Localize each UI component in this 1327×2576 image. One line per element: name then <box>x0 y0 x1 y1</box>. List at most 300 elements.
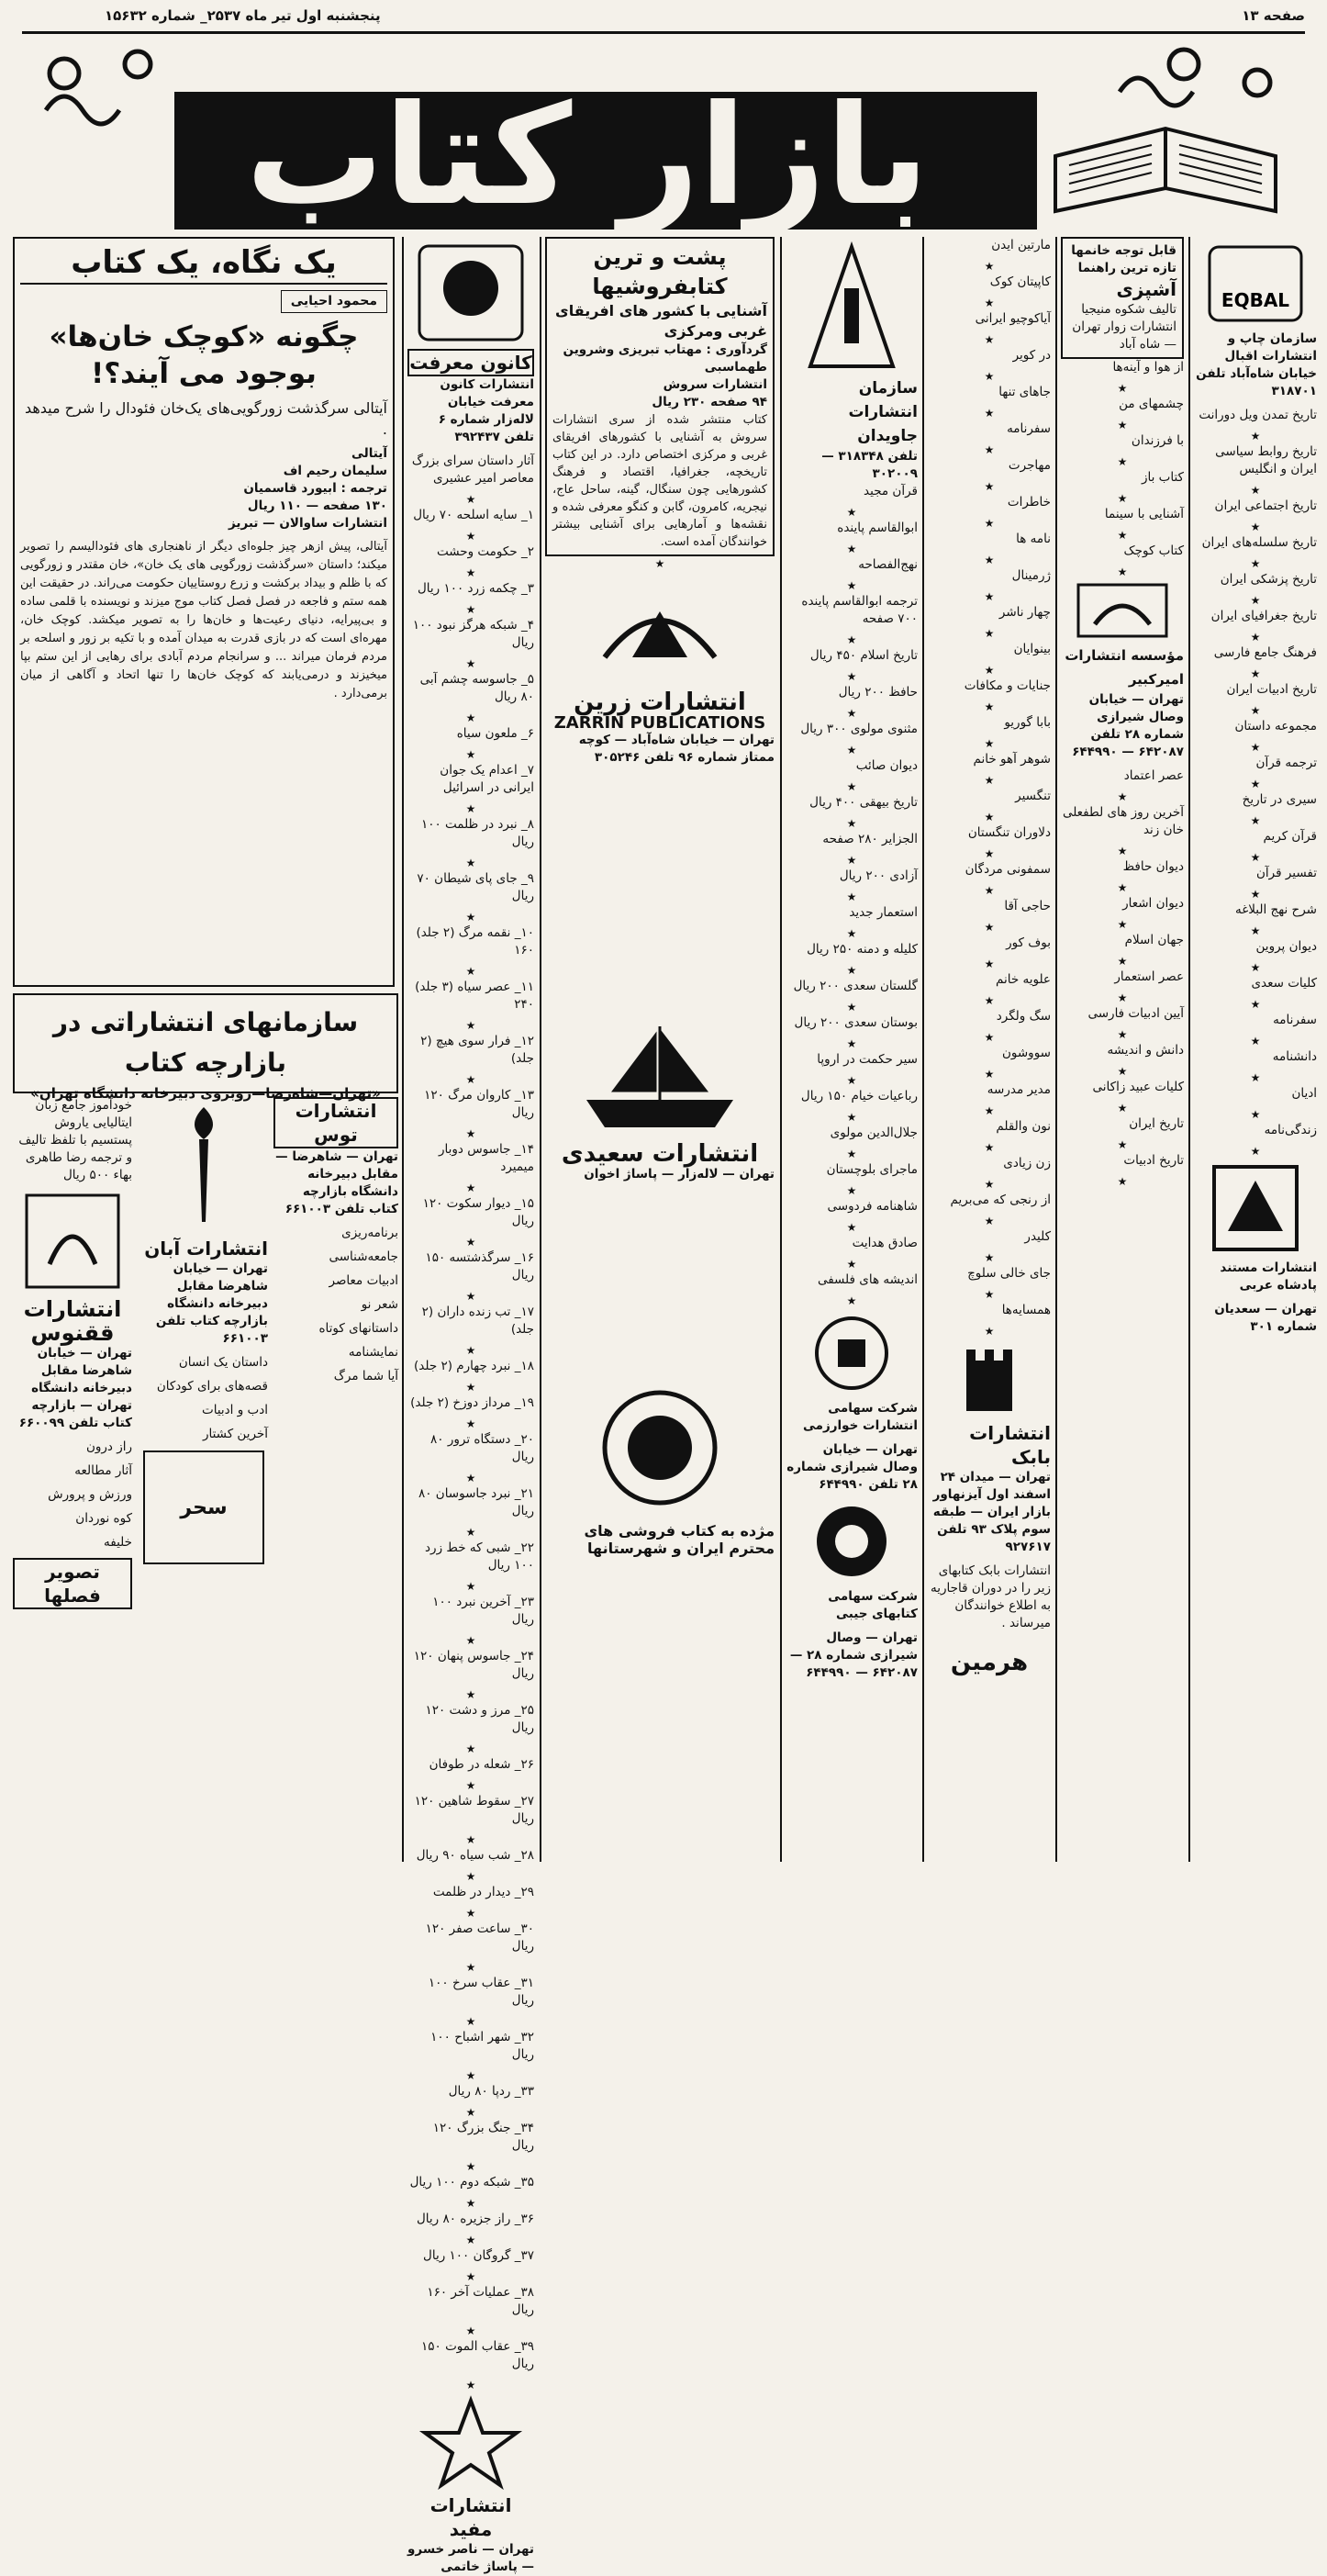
list-item: حافظ ۲۰۰ ریال <box>838 685 918 700</box>
list-item: تاریخ اسلام ۴۵۰ ریال <box>809 648 918 663</box>
list-item: تاریخ ایران <box>1129 1116 1184 1131</box>
feature-body: آیتالی، پیش ازهر چیز جلوه‌ای دیگر از ناهنجاری های فئودالیسم را تصویر میکند؛ داستان «سرگذشت زورگویی های یک خان»، خان مقتدر و زورگویی که با ظلم و بیداد برکشت و زرع روستاییان حکومت می‌راند. در حقیقت این همه ستم و فاجعه در فصل فصل کتاب موج میزند و نویسنده با قلمی ساده و بی‌پیرایه، دنیای رعیت‌ها و خان‌ها را به تصویر میکشد. کوچک خان، مهره‌ای است که در بازی قدرت به میدان آمده و با تکیه بر زور و اسلحه بر مردم فرمان میراند ... و سرانجام مردم آبادی برای رهایی از این ستم بپا میخیزند و درمی‌یابند که کوچک خان‌ها را تنها اتحاد و آگاهی از میان برمی‌دارد . <box>20 540 387 700</box>
star-separator-icon: ★ <box>465 1236 476 1249</box>
list-item: آیین ادبیات فارسی <box>1087 1006 1184 1021</box>
star-separator-icon: ★ <box>984 737 995 750</box>
list-item: نون والقلم <box>996 1119 1051 1134</box>
list-item: تنگسیر <box>1015 789 1051 803</box>
list-item: شعر نو <box>361 1297 398 1312</box>
list-item: عصر اعتماد <box>1123 768 1184 783</box>
list-item: بینوایان <box>1013 642 1051 656</box>
star-separator-icon: ★ <box>984 443 995 456</box>
list-item: داستان یک انسان <box>178 1355 268 1370</box>
column-rule <box>780 237 782 1862</box>
star-separator-icon: ★ <box>846 890 857 903</box>
book-title: آیتالی <box>351 446 387 461</box>
list-item: ادب و ادبیات <box>202 1403 268 1417</box>
star-separator-icon: ★ <box>465 1381 476 1394</box>
list-item: ۱۷_ تب زنده داران (۲ جلد) <box>421 1305 534 1337</box>
bazaar-banner-title: سازمانهای انتشاراتی در بازارچه کتاب <box>52 1007 359 1078</box>
list-item: ۱۸_ نبرد چهارم (۲ جلد) <box>414 1359 534 1373</box>
star-separator-icon: ★ <box>1250 741 1261 754</box>
jibi-address: تهران — وصال شیرازی شماره ۲۸ — ۶۴۲۰۸۷ — ۶۴۴۹۹۰ <box>789 1630 918 1680</box>
star-separator-icon: ★ <box>465 802 476 815</box>
star-separator-icon: ★ <box>846 964 857 977</box>
list-item: آیا شما مرگ <box>333 1369 398 1383</box>
list-item: کلیات عبید زاکانی <box>1092 1080 1184 1094</box>
star-separator-icon: ★ <box>984 407 995 420</box>
list-item: ۲۹_ دیدار در ظلمت <box>432 1885 534 1899</box>
star-separator-icon: ★ <box>465 1833 476 1846</box>
list-item: فرهنگ جامع فارسی <box>1213 645 1317 660</box>
star-separator-icon: ★ <box>984 1178 995 1191</box>
list-item: شرح نهج البلاغه <box>1234 902 1317 917</box>
amirkabir-book-list <box>1061 767 1184 1187</box>
cookbook-ad <box>1061 237 1184 359</box>
star-separator-icon: ★ <box>984 921 995 934</box>
star-separator-icon: ★ <box>1117 1065 1128 1078</box>
list-item: حاجی آقا <box>1004 899 1051 913</box>
list-item: ۴_ شبکه هرگز نبود ۱۰۰ ریال <box>412 618 534 650</box>
list-item: در کویر <box>1012 348 1051 363</box>
star-separator-icon: ★ <box>984 664 995 677</box>
bazaar-banner <box>13 993 398 1102</box>
jibi-name: شرکت سهامی کتابهای جیبی <box>828 1589 918 1621</box>
list-item: کتاب باز <box>1141 470 1184 485</box>
list-item: ۳۹_ عقاب الموت ۱۵۰ ریال <box>421 2339 534 2371</box>
list-item: ۸_ نبرد در ظلمت ۱۰۰ ریال <box>420 817 534 849</box>
list-item: تاریخ پزشکی ایران <box>1220 572 1317 587</box>
list-item: همسایه‌ها <box>1001 1303 1051 1317</box>
star-separator-icon: ★ <box>465 2324 476 2337</box>
list-item: سیری در تاریخ <box>1242 792 1317 807</box>
babak-logo <box>957 1342 1021 1416</box>
list-item: ۱۴_ جاسوس دوبار میمیرد <box>439 1142 534 1174</box>
list-item: داستانهای کوتاه <box>318 1321 398 1336</box>
star-separator-icon: ★ <box>846 1001 857 1014</box>
list-item: ۲۶_ شعله در طوفان <box>429 1757 534 1772</box>
list-item: ژرمینال <box>1011 568 1051 583</box>
star-separator-icon: ★ <box>984 1068 995 1081</box>
star-separator-icon: ★ <box>1250 594 1261 607</box>
javidan-name: سازمان انتشارات جاویدان <box>848 379 918 445</box>
star-separator-icon: ★ <box>984 297 995 309</box>
tous-column <box>273 1097 398 1868</box>
star-separator-icon: ★ <box>465 965 476 978</box>
soroush-byline: گردآوری : مهتاب تبریزی وشروین طهماسبی <box>563 342 767 375</box>
star-separator-icon: ★ <box>984 1141 995 1154</box>
list-item: جاهای تنها <box>998 385 1051 399</box>
eqbal-logo <box>1205 242 1306 325</box>
book-price: ۱۳۰ صفحه — ۱۱۰ ریال <box>247 498 387 513</box>
zarrin-english: ZARRIN PUBLICATIONS <box>553 713 766 733</box>
star-separator-icon: ★ <box>846 817 857 830</box>
javidan-phone: تلفن ۳۱۸۳۴۸ — ۳۰۲۰۰۹ <box>821 449 918 481</box>
feature-section-title: یک نگاه، یک کتاب <box>20 242 387 285</box>
mastand-name: انتشارات مستند پادشاه عربی <box>1220 1260 1317 1293</box>
star-separator-icon: ★ <box>465 2160 476 2173</box>
list-item: ترجمه ابوالقاسم پاینده ۷۰۰ صفحه <box>801 594 918 626</box>
list-item: ۳۴_ جنگ بزرگ ۱۲۰ ریال <box>432 2121 534 2153</box>
zarrin-name: انتشارات زرین <box>574 689 746 716</box>
star-separator-icon: ★ <box>465 1182 476 1194</box>
star-separator-icon: ★ <box>1250 924 1261 937</box>
kanoon-book-list <box>407 453 534 2391</box>
list-item: ۳۳_ ردپا ۸۰ ریال <box>448 2084 534 2099</box>
star-separator-icon: ★ <box>984 1288 995 1301</box>
list-item: چشمهای من <box>1119 397 1184 411</box>
star-separator-icon: ★ <box>984 847 995 860</box>
star-separator-icon: ★ <box>465 657 476 670</box>
star-separator-icon: ★ <box>1250 1035 1261 1047</box>
list-item: ۲۸_ شب سیاه ۹۰ ریال <box>416 1848 534 1863</box>
bazaar-banner-sub: «تهران—شاه‌رضا—روبروی دبیرخانه دانشگاه تهران» <box>30 1085 381 1102</box>
list-item: برنامه‌ریزی <box>341 1226 398 1240</box>
list-item: ماجرای بلوچستان <box>826 1162 918 1177</box>
list-item: ۷_ اعدام یک جوان ایرانی در اسرائیل <box>440 763 534 795</box>
list-item: ۳۰_ ساعت صفر ۱۲۰ ریال <box>425 1921 534 1954</box>
star-separator-icon: ★ <box>846 1111 857 1124</box>
star-separator-icon: ★ <box>846 1148 857 1160</box>
star-separator-icon: ★ <box>1250 704 1261 717</box>
star-separator-icon: ★ <box>846 670 857 683</box>
list-item: علویه خانم <box>996 972 1051 987</box>
list-item: قرآن کریم <box>1263 829 1317 844</box>
eqbal-address: سازمان چاپ و انتشارات اقبال خیابان شاه‌آباد تلفن ۳۱۸۷۰۱ <box>1196 331 1317 398</box>
list-item: آخرین کشتار <box>202 1427 268 1441</box>
star-separator-icon: ★ <box>1250 1108 1261 1121</box>
star-separator-icon: ★ <box>846 506 857 519</box>
star-separator-icon: ★ <box>984 884 995 897</box>
list-item: ۳۱_ عقاب سرخ ۱۰۰ ریال <box>428 1976 534 2008</box>
list-item: بوستان سعدی ۲۰۰ ریال <box>794 1015 918 1030</box>
javidan-column <box>786 237 918 1862</box>
list-item: بوف کور <box>1006 935 1051 950</box>
list-item: دانش و اندیشه <box>1107 1043 1184 1058</box>
list-item: ۳۶_ راز جزیره ۸۰ ریال <box>416 2212 534 2226</box>
soroush-price: ۹۴ صفحه ۲۳۰ ریال <box>652 395 767 409</box>
tasvir-title: تصویر فصلها <box>13 1558 132 1609</box>
list-item: ورزش و پرورش <box>48 1487 132 1502</box>
feature-author: محمود احیایی <box>281 290 387 313</box>
star-separator-icon: ★ <box>1117 492 1128 505</box>
eqbal-book-list <box>1194 407 1317 1157</box>
star-separator-icon: ★ <box>1117 790 1128 803</box>
qoqnus-address: تهران — خیابان شاهرضا مقابل دبیرخانه دانشگاه تهران — بازارچه کتاب تلفن ۶۶۰۰۹۹ <box>18 1346 132 1430</box>
eqbal-logo-text: EQBAL <box>1221 289 1290 311</box>
star-separator-icon: ★ <box>1250 888 1261 901</box>
list-item: دانشنامه <box>1272 1049 1317 1064</box>
list-item: ۲۵_ مرز و دشت ۱۲۰ ریال <box>425 1703 534 1735</box>
kanoon-logo <box>416 242 526 343</box>
list-item: ۲۰_ دستگاه ترور ۸۰ ریال <box>430 1432 534 1464</box>
list-item: ۱۰_ نقمه مرگ (۲ جلد) ۱۶۰ <box>416 925 534 958</box>
list-item: از رنجی که می‌بریم <box>950 1193 1051 1207</box>
page-number: صفحه ۱۳ <box>1242 7 1305 24</box>
list-item: مهاجرت <box>1008 458 1051 473</box>
last-announcement: مژده به کتاب فروشی های محترم ایران و شهرستانها <box>584 1522 775 1557</box>
book-author: سلیمان رحیم اف <box>283 464 387 478</box>
star-separator-icon: ★ <box>1117 918 1128 931</box>
eqbal-column <box>1194 237 1317 1862</box>
star-separator-icon: ★ <box>465 1779 476 1792</box>
star-separator-icon: ★ <box>846 744 857 756</box>
zarrin-logo <box>568 575 752 685</box>
list-item: ۲_ حکومت وحشت <box>436 544 534 559</box>
star-separator-icon: ★ <box>984 1325 995 1338</box>
star-separator-icon: ★ <box>1117 991 1128 1004</box>
amirkabir-address: تهران — خیابان وصال شیرازی شماره ۲۸ تلفن ۶۴۲۰۸۷ — ۶۴۴۹۹۰ <box>1072 692 1184 759</box>
star-separator-icon: ★ <box>1250 557 1261 570</box>
star-separator-icon: ★ <box>465 2015 476 2028</box>
star-separator-icon: ★ <box>1117 566 1128 578</box>
list-item: ۱۳_ کاروان مرگ ۱۲۰ ریال <box>424 1088 534 1120</box>
star-separator-icon: ★ <box>465 2270 476 2283</box>
tous-name: انتشارات توس <box>273 1097 398 1148</box>
star-separator-icon: ★ <box>1250 667 1261 680</box>
star-separator-icon: ★ <box>846 1037 857 1050</box>
babak-address: تهران — میدان ۲۴ اسفند اول آیزنهاور بازار ایران — طبقه سوم پلاک ۹۳ تلفن ۹۲۷۶۱۷ <box>932 1470 1051 1554</box>
list-item: ۱۵_ دیوار سکوت ۱۲۰ ریال <box>422 1196 534 1228</box>
star-separator-icon: ★ <box>465 711 476 724</box>
list-item: ۳۸_ عملیات آخر ۱۶۰ ریال <box>427 2285 534 2317</box>
feature-headline: چگونه «کوچک خان‌ها» بوجود می آیند؟! <box>49 320 359 390</box>
masthead-title: بازار کتاب <box>245 76 930 236</box>
soroush-body: کتاب منتشر شده از سری انتشارات سروش به آشنایی با کشورهای افریقای غربی و مرکزی اختصاص دارد. در این کتاب تاریخچه، جغرافیا، اقتصاد و فرهنگ کشورهایی چون سنگال، گینه، ساحل عاج، نیجریه، کامرون، گابن و کنگو معرفی شده و نقشه‌ها و آمارهایی برای آشنایی بیشتر خوانندگان آمده است. <box>552 413 767 549</box>
list-item: مدیر مدرسه <box>987 1082 1051 1097</box>
star-separator-icon: ★ <box>465 1907 476 1920</box>
list-item: دیوان صائب <box>855 758 918 773</box>
star-separator-icon: ★ <box>1250 1071 1261 1084</box>
star-separator-icon: ★ <box>465 1580 476 1593</box>
mofid-name: انتشارات مفید <box>429 2494 512 2540</box>
star-separator-icon: ★ <box>1117 1138 1128 1151</box>
book-list <box>1061 359 1184 577</box>
list-item: ترجمه قرآن <box>1255 756 1317 770</box>
cookbook-line: تازه ترین راهنما <box>1077 261 1176 275</box>
star-separator-icon: ★ <box>465 493 476 506</box>
star-separator-icon: ★ <box>465 1019 476 1032</box>
star-separator-icon: ★ <box>1117 1102 1128 1114</box>
list-item: سگ ولگرد <box>996 1009 1051 1024</box>
list-item: خاطرات <box>1007 495 1051 510</box>
list-item: آیاکوچیو ایرانی <box>975 311 1051 326</box>
list-item: دیوان اشعار <box>1122 896 1184 911</box>
javidan-logo <box>806 242 898 371</box>
star-separator-icon: ★ <box>465 1526 476 1539</box>
list-item: جنایات و مکافات <box>964 678 1051 693</box>
list-item: ۲۱_ نبرد جاسوسان ۸۰ ریال <box>418 1486 534 1518</box>
star-separator-icon: ★ <box>465 1290 476 1303</box>
cookbook-title: آشپزی <box>1116 278 1176 300</box>
saidi-name: انتشارات سعیدی <box>561 1140 759 1168</box>
star-separator-icon: ★ <box>984 811 995 823</box>
saidi-emblem <box>591 1379 729 1517</box>
list-item: مثنوی مولوی ۳۰۰ ریال <box>800 722 918 736</box>
star-separator-icon: ★ <box>465 1961 476 1974</box>
star-separator-icon: ★ <box>465 2379 476 2391</box>
star-separator-icon: ★ <box>984 1104 995 1117</box>
qoqnus-logo <box>22 1191 123 1292</box>
star-separator-icon: ★ <box>984 554 995 566</box>
list-item: تاریخ اجتماعی ایران <box>1214 498 1317 513</box>
list-item: ۱۲_ فرار سوی هیچ (۲ جلد) <box>420 1034 534 1066</box>
star-separator-icon: ★ <box>1250 521 1261 533</box>
list-item: ۶_ ملعون سیاه <box>456 726 534 741</box>
star-separator-icon: ★ <box>984 1215 995 1227</box>
list-item: آخرین روز های لطفعلی خان زند <box>1062 805 1184 837</box>
tous-address: تهران — شاهرضا — مقابل دبیرخانه دانشگاه بازارچه کتاب تلفن ۶۶۱۰۰۳ <box>275 1149 398 1216</box>
khwarazmi-logo <box>810 1312 893 1394</box>
list-item: ادیان <box>1291 1086 1317 1101</box>
list-item: ۱_ سایه اسلحه ۷۰ ریال <box>413 508 534 522</box>
list-item: ۳۷_ گروگان ۱۰۰ ریال <box>423 2248 534 2263</box>
star-separator-icon: ★ <box>465 2197 476 2210</box>
star-separator-icon: ★ <box>1117 455 1128 468</box>
star-separator-icon: ★ <box>984 627 995 640</box>
list-item: نامه ها <box>1016 532 1051 546</box>
soroush-box <box>545 237 775 556</box>
star-separator-icon: ★ <box>465 1073 476 1086</box>
star-separator-icon: ★ <box>1250 814 1261 827</box>
list-item: استعمار جدید <box>849 905 918 920</box>
star-separator-icon: ★ <box>846 780 857 793</box>
star-separator-icon: ★ <box>465 1417 476 1430</box>
star-separator-icon: ★ <box>984 994 995 1007</box>
list-item: زن زیادی <box>1003 1156 1051 1170</box>
column-rule <box>1055 237 1057 1862</box>
amirkabir-name: مؤسسه انتشارات امیرکبیر <box>1065 647 1184 688</box>
column-rule <box>540 237 541 1862</box>
star-separator-icon: ★ <box>846 1258 857 1271</box>
list-item: ۱۶_ سرگذشتسه ۱۵۰ ریال <box>425 1250 534 1282</box>
list-item: جامعه‌شناسی <box>329 1249 398 1264</box>
star-separator-icon: ★ <box>846 1294 857 1307</box>
star-separator-icon: ★ <box>846 633 857 646</box>
list-item: راز درون <box>85 1439 132 1454</box>
list-item: جای خالی سلوچ <box>967 1266 1051 1281</box>
list-item: با فرزندان <box>1131 433 1184 448</box>
babak-name: انتشارات بابک <box>969 1422 1051 1468</box>
saidi-address: تهران — لاله‌زار — پاساژ اخوان <box>584 1167 775 1182</box>
star-separator-icon: ★ <box>846 543 857 555</box>
babak-column <box>928 237 1051 1862</box>
list-item: مارتین ایدن <box>991 238 1051 252</box>
star-separator-icon: ★ <box>846 927 857 940</box>
list-item: سووشون <box>1001 1046 1051 1060</box>
open-book-icon <box>1055 129 1276 211</box>
list-item: چهار ناشر <box>998 605 1051 620</box>
star-separator-icon: ★ <box>465 1688 476 1701</box>
star-separator-icon: ★ <box>1117 382 1128 395</box>
star-separator-icon: ★ <box>465 911 476 924</box>
list-item: ۳۲_ شهر اشباح ۱۰۰ ریال <box>430 2030 534 2062</box>
list-item: مجموعه داستان <box>1234 719 1317 734</box>
amirkabir-column <box>1061 237 1184 1862</box>
center-column: پشت و ترین کتابفروشیها آشنایی با کشور های افریقای غربی ومرکزی گردآوری : مهتاب تبریزی وشروین طهماسبی انتشارات سروش ۹۴ صفحه ۲۳۰ ریال کتاب منتشر شده از سری انتشارات سروش به آشنایی با کشورهای افریقای غربی و مرکزی اختصاص دارد. در این کتاب تاریخچه، جغرافیا، اقتصاد و فرهنگ کشورهایی چون سنگال، گینه، ساحل عاج، نیجریه، کامرون، گابن و کنگو معرفی شده و نقشه‌ها و آمارهایی برای آشنایی بیشتر خوانندگان آمده است. ★ انتشارات زرین ZARRIN PUBLICATIONS تهران — خیابان شاه‌آباد — کوچه ممتاز شماره ۹۶ تلفن ۳۰۵۲۴۶ انتشارات سعیدی تهران — لاله‌زار — پاساژ اخوان مژده به کتاب فروشی های محترم ایران و شهرستانها <box>545 237 775 1862</box>
star-separator-icon: ★ <box>984 333 995 346</box>
qoqnus-name: انتشارات ققنوس <box>23 1296 122 1346</box>
mastand-logo <box>1210 1162 1301 1254</box>
qoqnus-column <box>13 1097 132 1868</box>
list-item: تاریخ روابط سیاسی ایران و انگلیس <box>1215 444 1317 476</box>
list-item: ۲۲_ شبی که خط زرد ۱۰۰ ریال <box>425 1540 534 1573</box>
list-item: کوه نوردان <box>75 1511 132 1526</box>
aban-name: انتشارات آبان <box>144 1238 268 1260</box>
star-separator-icon: ★ <box>984 370 995 383</box>
star-separator-icon: ★ <box>1250 778 1261 790</box>
star-separator-icon: ★ <box>1117 955 1128 968</box>
column-rule <box>402 237 404 1862</box>
list-item: جلال‌الدین مولوی <box>830 1126 918 1140</box>
list-item: سمفونی مردگان <box>965 862 1051 877</box>
list-item: آثار داستان سرای بزرگ معاصر امیر عشیری <box>411 454 534 486</box>
list-item: آشنایی با سینما <box>1104 507 1184 521</box>
cookbook-publisher: انتشارات زوار تهران — شاه آباد <box>1072 319 1176 352</box>
header-rule <box>22 31 1305 34</box>
list-item: الجزایر ۲۸۰ صفحه <box>822 832 918 846</box>
star-separator-icon: ★ <box>465 1344 476 1357</box>
star-separator-icon: ★ <box>1117 419 1128 431</box>
list-item: شوهر آهو خانم <box>973 752 1051 767</box>
list-item: دیوان پروین <box>1255 939 1317 954</box>
list-item: دلاوران تنگستان <box>967 825 1051 840</box>
list-item: تاریخ سلسله‌های ایران <box>1201 535 1317 550</box>
list-item: گلستان سعدی ۲۰۰ ریال <box>793 979 918 993</box>
star-separator-icon: ★ <box>465 1472 476 1484</box>
mastand-address: تهران — سعدیان شماره ۳۰۱ <box>1214 1302 1317 1334</box>
cookbook-line: قابل توجه خانمها <box>1071 243 1176 258</box>
star-separator-icon: ★ <box>1250 1145 1261 1158</box>
issue-date: پنجشنبه اول تیر ماه ۲۵۳۷_ شماره ۱۵۶۳۲ <box>105 7 381 24</box>
star-separator-icon: ★ <box>984 1031 995 1044</box>
cookbook-author: تالیف شکوه منیجیا <box>1081 302 1176 317</box>
star-separator-icon: ★ <box>1117 1028 1128 1041</box>
book-translator: ترجمه : ابیورد قاسمیان <box>243 481 387 496</box>
feature-dek: آیتالی سرگذشت زورگویی‌های یک‌خان فئودال را شرح میدهد . <box>24 399 387 438</box>
star-separator-icon: ★ <box>1250 484 1261 497</box>
list-item: ۹_ جای پای شیطان ۷۰ ریال <box>417 871 534 903</box>
list-item: رباعیات خیام ۱۵۰ ریال <box>800 1089 918 1103</box>
star-separator-icon: ★ <box>984 1251 995 1264</box>
star-separator-icon: ★ <box>465 1870 476 1883</box>
star-separator-icon: ★ <box>465 1634 476 1647</box>
soroush-publisher: انتشارات سروش <box>663 377 767 392</box>
list-item: کتاب کوچک <box>1123 543 1184 558</box>
khwarazmi-name: شرکت سهامی انتشارات خوارزمی <box>802 1401 918 1433</box>
masthead <box>37 37 1290 234</box>
sahar-logo: سحر <box>143 1450 264 1564</box>
list-item: بابا گوریو <box>1004 715 1051 730</box>
star-separator-icon: ★ <box>984 700 995 713</box>
star-separator-icon: ★ <box>984 260 995 273</box>
star-separator-icon: ★ <box>846 1074 857 1087</box>
list-item: تاریخ ادبیات ایران <box>1226 682 1317 697</box>
star-separator-icon: ★ <box>1250 961 1261 974</box>
column-rule <box>1188 237 1190 1862</box>
aban-column <box>139 1097 268 1868</box>
star-separator-icon: ★ <box>465 530 476 543</box>
star-separator-icon: ★ <box>984 774 995 787</box>
star-separator-icon: ★ <box>465 566 476 579</box>
star-separator-icon: ★ <box>465 857 476 869</box>
star-separator-icon: ★ <box>846 579 857 592</box>
book-publisher: انتشارات ساوالان — تبریز <box>229 516 387 531</box>
star-separator-icon: ★ <box>465 603 476 616</box>
list-item: کلیات سعدی <box>1251 976 1317 991</box>
star-separator-icon: ★ <box>846 707 857 720</box>
star-separator-icon: ★ <box>465 1127 476 1140</box>
